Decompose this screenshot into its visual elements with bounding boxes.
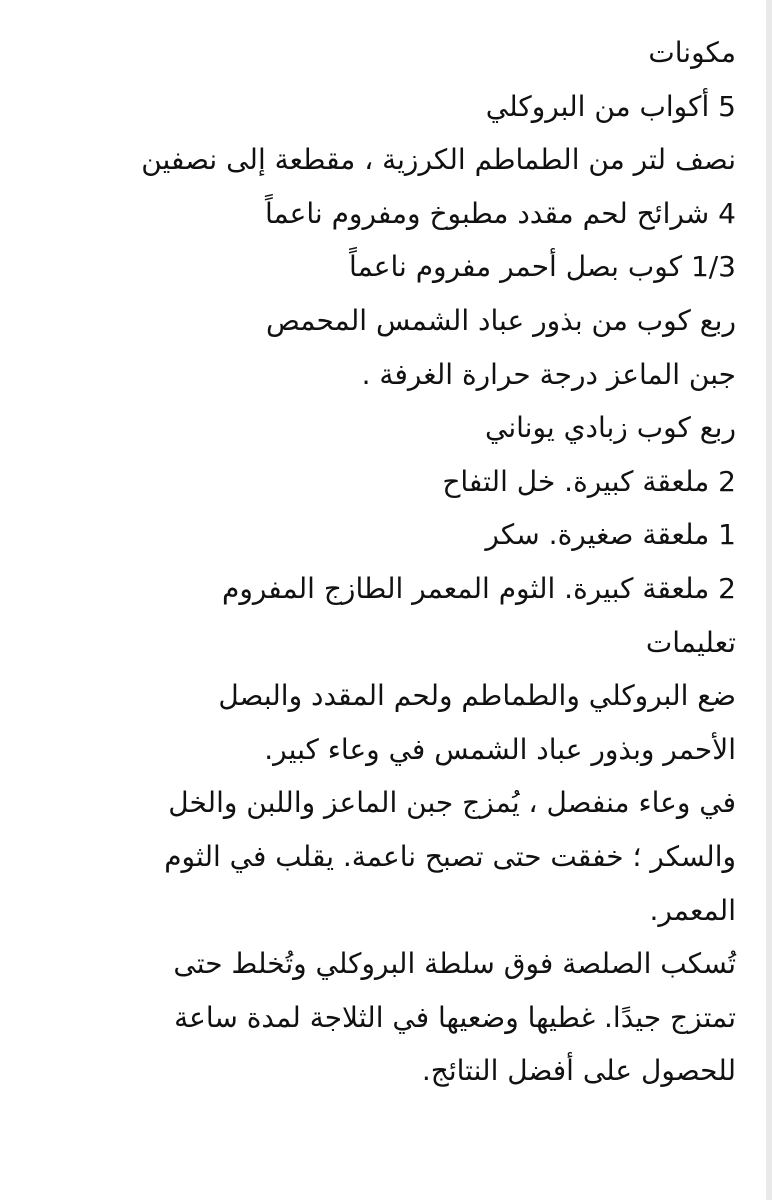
instruction-line: الأحمر وبذور عباد الشمس في وعاء كبير. xyxy=(264,732,736,766)
ingredients-heading: مكونات xyxy=(648,36,736,69)
ingredient-item: 2 ملعقة كبيرة. الثوم المعمر الطازج المفروم xyxy=(221,571,736,605)
ingredient-item: 2 ملعقة كبيرة. خل التفاح xyxy=(442,464,736,498)
ingredient-item: ربع كوب من بذور عباد الشمس المحمص xyxy=(265,303,736,337)
instruction-line: والسكر ؛ خفقت حتى تصبح ناعمة. يقلب في الثوم xyxy=(164,839,736,873)
instruction-line: تُسكب الصلصة فوق سلطة البروكلي وتُخلط حتى xyxy=(173,947,736,981)
ingredient-item: نصف لتر من الطماطم الكرزية ، مقطعة إلى نصفين xyxy=(141,143,736,177)
recipe-note xyxy=(31,26,736,1098)
ingredient-item: 1/3 كوب بصل أحمر مفروم ناعماً xyxy=(349,250,736,284)
instructions-heading: تعليمات xyxy=(645,625,736,659)
instruction-line: في وعاء منفصل ، يُمزج جبن الماعز واللبن والخل xyxy=(168,786,736,820)
page-edge xyxy=(766,0,772,1200)
instruction-line: المعمر. xyxy=(649,893,736,927)
ingredient-item: 1 ملعقة صغيرة. سكر xyxy=(485,518,736,552)
instruction-line: ضع البروكلي والطماطم ولحم المقدد والبصل xyxy=(218,679,736,713)
ingredient-item: ربع كوب زبادي يوناني xyxy=(484,411,736,445)
ingredient-item: 4 شرائح لحم مقدد مطبوخ ومفروم ناعماً xyxy=(264,196,736,230)
instruction-line: للحصول على أفضل النتائج. xyxy=(421,1054,736,1088)
ingredient-item: جبن الماعز درجة حرارة الغرفة . xyxy=(361,357,736,391)
ingredient-item: 5 أكواب من البروكلي xyxy=(485,89,736,123)
instruction-line: تمتزج جيدًا. غطيها وضعيها في الثلاجة لمدة ساعة xyxy=(174,1000,736,1034)
